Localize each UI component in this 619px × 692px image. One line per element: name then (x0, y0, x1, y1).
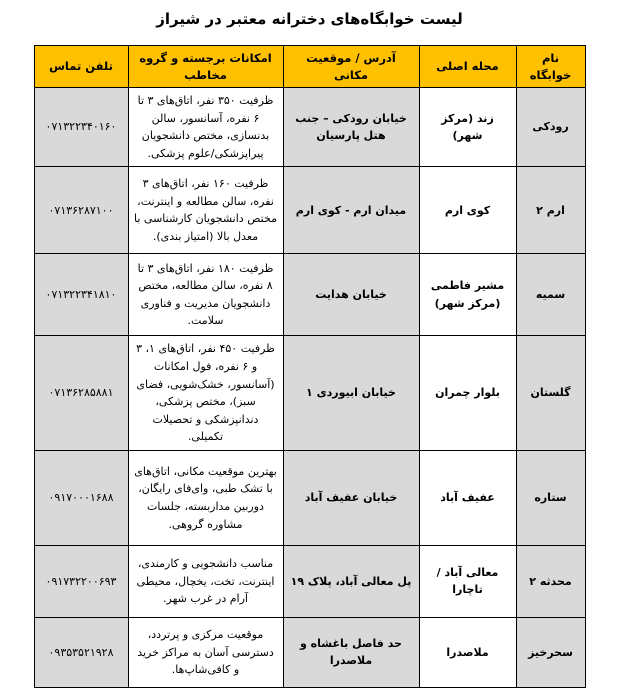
cell-district: کوی ارم (419, 167, 516, 254)
cell-district: ملاصدرا (419, 617, 516, 687)
cell-address: میدان ارم - کوی ارم (283, 167, 419, 254)
cell-facilities: مناسب دانشجویی و کارمندی، اینترنت، تخت، یخچال، محیطی آرام در غرب شهر. (128, 545, 283, 617)
table-row (34, 450, 585, 545)
cell-phone: ۰۷۱۳۶۲۸۷۱۰۰ (34, 167, 128, 254)
cell-address: حد فاصل باغشاه و ملاصدرا (283, 617, 419, 687)
cell-address: پل معالی آباد، پلاک ۱۹ (283, 545, 419, 617)
cell-address: خیابان ابیوردی ۱ (283, 336, 419, 451)
cell-phone: ۰۷۱۳۲۲۳۴۱۸۱۰ (34, 254, 128, 336)
cell-district: مشیر فاطمی (مرکز شهر) (419, 254, 516, 336)
cell-dorm-name: سمیه (516, 254, 585, 336)
cell-district: معالی آباد / تاچارا (419, 545, 516, 617)
cell-phone: ۰۹۳۵۳۵۲۱۹۲۸ (34, 617, 128, 687)
cell-dorm-name: گلستان (516, 336, 585, 451)
cell-district: زند (مرکز شهر) (419, 88, 516, 167)
cell-district: بلوار چمران (419, 336, 516, 451)
cell-address: خیابان عفیف آباد (283, 450, 419, 545)
cell-dorm-name: سحرخیز (516, 617, 585, 687)
cell-phone: ۰۹۱۷۰۰۰۱۶۸۸ (34, 450, 128, 545)
header-facilities: امکانات برجسته و گروه مخاطب (128, 46, 283, 88)
table-header-row (34, 46, 585, 88)
dormitory-table (34, 45, 586, 688)
table-row (34, 88, 585, 167)
table-row (34, 545, 585, 617)
header-dorm-name: نام خوابگاه (516, 46, 585, 88)
table-row (34, 336, 585, 451)
cell-facilities: ظرفیت ۱۸۰ نفر، اتاق‌های ۳ تا ۸ نفره، سالن مطالعه، مختص دانشجویان مدیریت و فناوری سلامت. (128, 254, 283, 336)
cell-address: خیابان رودکی – جنب هتل پارسیان (283, 88, 419, 167)
table-row (34, 167, 585, 254)
cell-facilities: ظرفیت ۴۵۰ نفر، اتاق‌های ۱، ۳ و ۶ نفره، فول امکانات (آسانسور، خشک‌شویی، فضای سبز)، مختص پزشکی، دندانپزشکی و تحصیلات تکمیلی. (128, 336, 283, 451)
cell-facilities: موقعیت مرکزی و پرتردد، دسترسی آسان به مراکز خرید و کافی‌شاپ‌ها. (128, 617, 283, 687)
table-row (34, 254, 585, 336)
dorm-table-body (34, 88, 585, 688)
cell-facilities: بهترین موقعیت مکانی، اتاق‌های با تشک طبی، وای‌فای رایگان، دوربین مداربسته، جلسات مشاوره گروهی. (128, 450, 283, 545)
cell-dorm-name: محدثه ۲ (516, 545, 585, 617)
page-title: لیست خوابگاه‌های دخترانه معتبر در شیراز (156, 10, 463, 28)
cell-dorm-name: رودکی (516, 88, 585, 167)
cell-address: خیابان هدایت (283, 254, 419, 336)
table-row (34, 617, 585, 687)
cell-phone: ۰۹۱۷۳۲۲۰۰۶۹۳ (34, 545, 128, 617)
cell-district: عفیف آباد (419, 450, 516, 545)
cell-dorm-name: ستاره (516, 450, 585, 545)
cell-phone: ۰۷۱۳۲۲۳۴۰۱۶۰ (34, 88, 128, 167)
cell-facilities: ظرفیت ۱۶۰ نفر، اتاق‌های ۳ نفره، سالن مطالعه و اینترنت، مختص دانشجویان کارشناسی با معدل بالا (امتیاز بندی). (128, 167, 283, 254)
header-address: آدرس / موقعیت مکانی (283, 46, 419, 88)
cell-facilities: ظرفیت ۳۵۰ نفر، اتاق‌های ۳ تا ۶ نفره، آسانسور، سالن بدنسازی، مختص دانشجویان پیراپزشکی/علوم پزشکی. (128, 88, 283, 167)
cell-dorm-name: ارم ۲ (516, 167, 585, 254)
header-phone: تلفن تماس (34, 46, 128, 88)
cell-phone: ۰۷۱۳۶۲۸۵۸۸۱ (34, 336, 128, 451)
header-district: محله اصلی (419, 46, 516, 88)
